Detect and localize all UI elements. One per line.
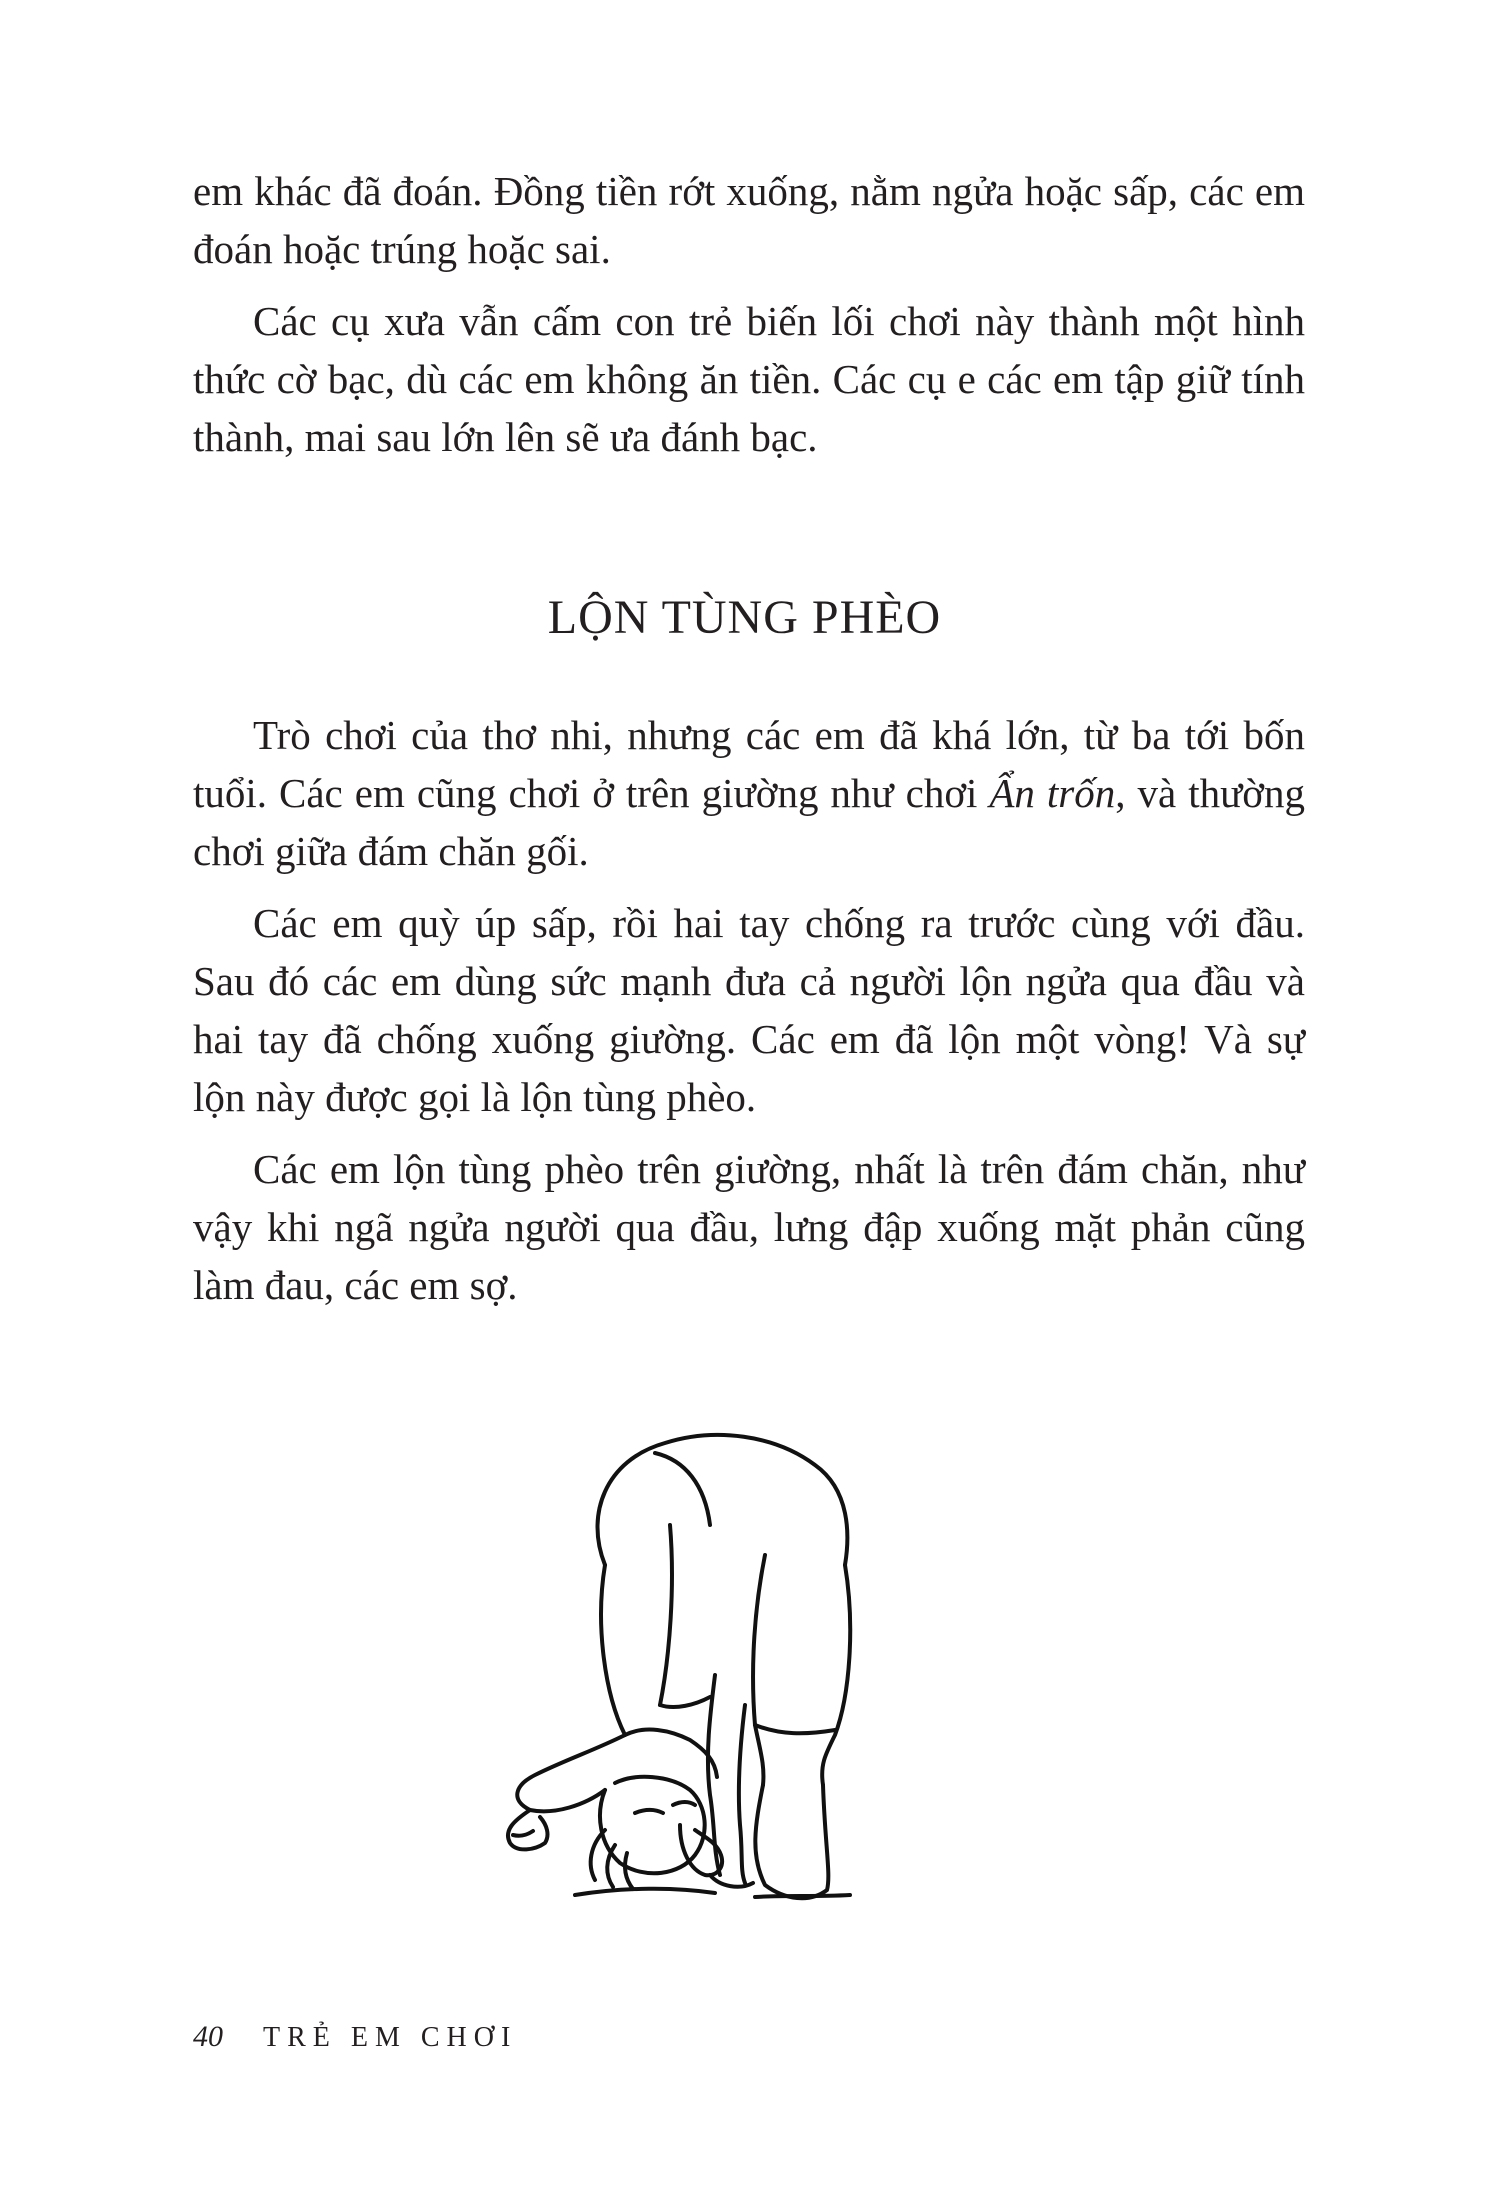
left-leg-inner: [660, 1525, 672, 1705]
game-name-italic: Ẩn trốn: [989, 770, 1116, 816]
ground-line-right: [755, 1895, 850, 1897]
left-leg-outline: [601, 1565, 625, 1735]
closed-eye-left: [635, 1810, 663, 1813]
shirt-fold: [660, 1697, 710, 1707]
ground-line-left: [575, 1889, 715, 1895]
right-cuff: [755, 1725, 835, 1733]
continued-text: [193, 162, 1305, 480]
paragraph-safety: Các em lộn tùng phèo trên giường, nhất là trên đám chăn, như vậy khi ngã ngửa người qua đầu, lưng đập xuống mặt phản cũng làm đau, các em sợ.: [193, 1146, 1305, 1308]
left-hand-fingers: [513, 1831, 533, 1836]
chapter-title: LỘN TÙNG PHÈO: [547, 591, 942, 644]
paragraph-intro-text: Trò chơi của thơ nhi, nhưng các em đã khá lớn, từ ba tới bốn tuổi. Các em cũng chơi ở trên giường như chơi: [193, 712, 1305, 816]
shirt-hem: [625, 1730, 717, 1777]
right-leg-outline: [822, 1565, 850, 1785]
left-shin-back: [739, 1705, 745, 1883]
body-back-outline: [598, 1435, 848, 1565]
left-hand: [508, 1810, 548, 1849]
paragraph-continued: em khác đã đoán. Đồng tiền rớt xuống, nằm ngửa hoặc sấp, các em đoán hoặc trúng hoặc sai.: [193, 168, 1305, 272]
running-title: TRẺ EM CHƠI: [263, 2022, 518, 2053]
right-foot: [755, 1785, 828, 1898]
shirt-left-side: [517, 1735, 625, 1811]
closed-eye-right: [673, 1802, 695, 1805]
paragraph-intro: [193, 706, 1305, 880]
chapter-body: [193, 706, 1305, 1328]
paragraph-intro-tail: , và thường chơi giữa đám chăn gối.: [193, 770, 1305, 874]
back-inner-line: [655, 1453, 710, 1525]
paragraph-how-to: Các em quỳ úp sấp, rồi hai tay chống ra trước cùng với đầu. Sau đó các em dùng sức mạnh đưa cả người lộn ngửa qua đầu và hai tay đã chống xuống giường. Các em đã lộn một vòng! Và sự lộn này được gọi là lộn tùng phèo.: [193, 900, 1305, 1120]
left-foot: [710, 1875, 753, 1887]
page-footer: [193, 2020, 517, 2054]
page-number: 40: [193, 2020, 223, 2053]
right-leg-inner: [753, 1555, 765, 1785]
hair: [591, 1830, 633, 1889]
paragraph-gambling-warning: Các cụ xưa vẫn cấm con trẻ biến lối chơi này thành một hình thức cờ bạc, dù các em không ăn tiền. Các cụ e các em tập giữ tính thành, mai sau lớn lên sẽ ưa đánh bạc.: [193, 298, 1305, 460]
child-somersault-illustration: [455, 1405, 995, 1925]
